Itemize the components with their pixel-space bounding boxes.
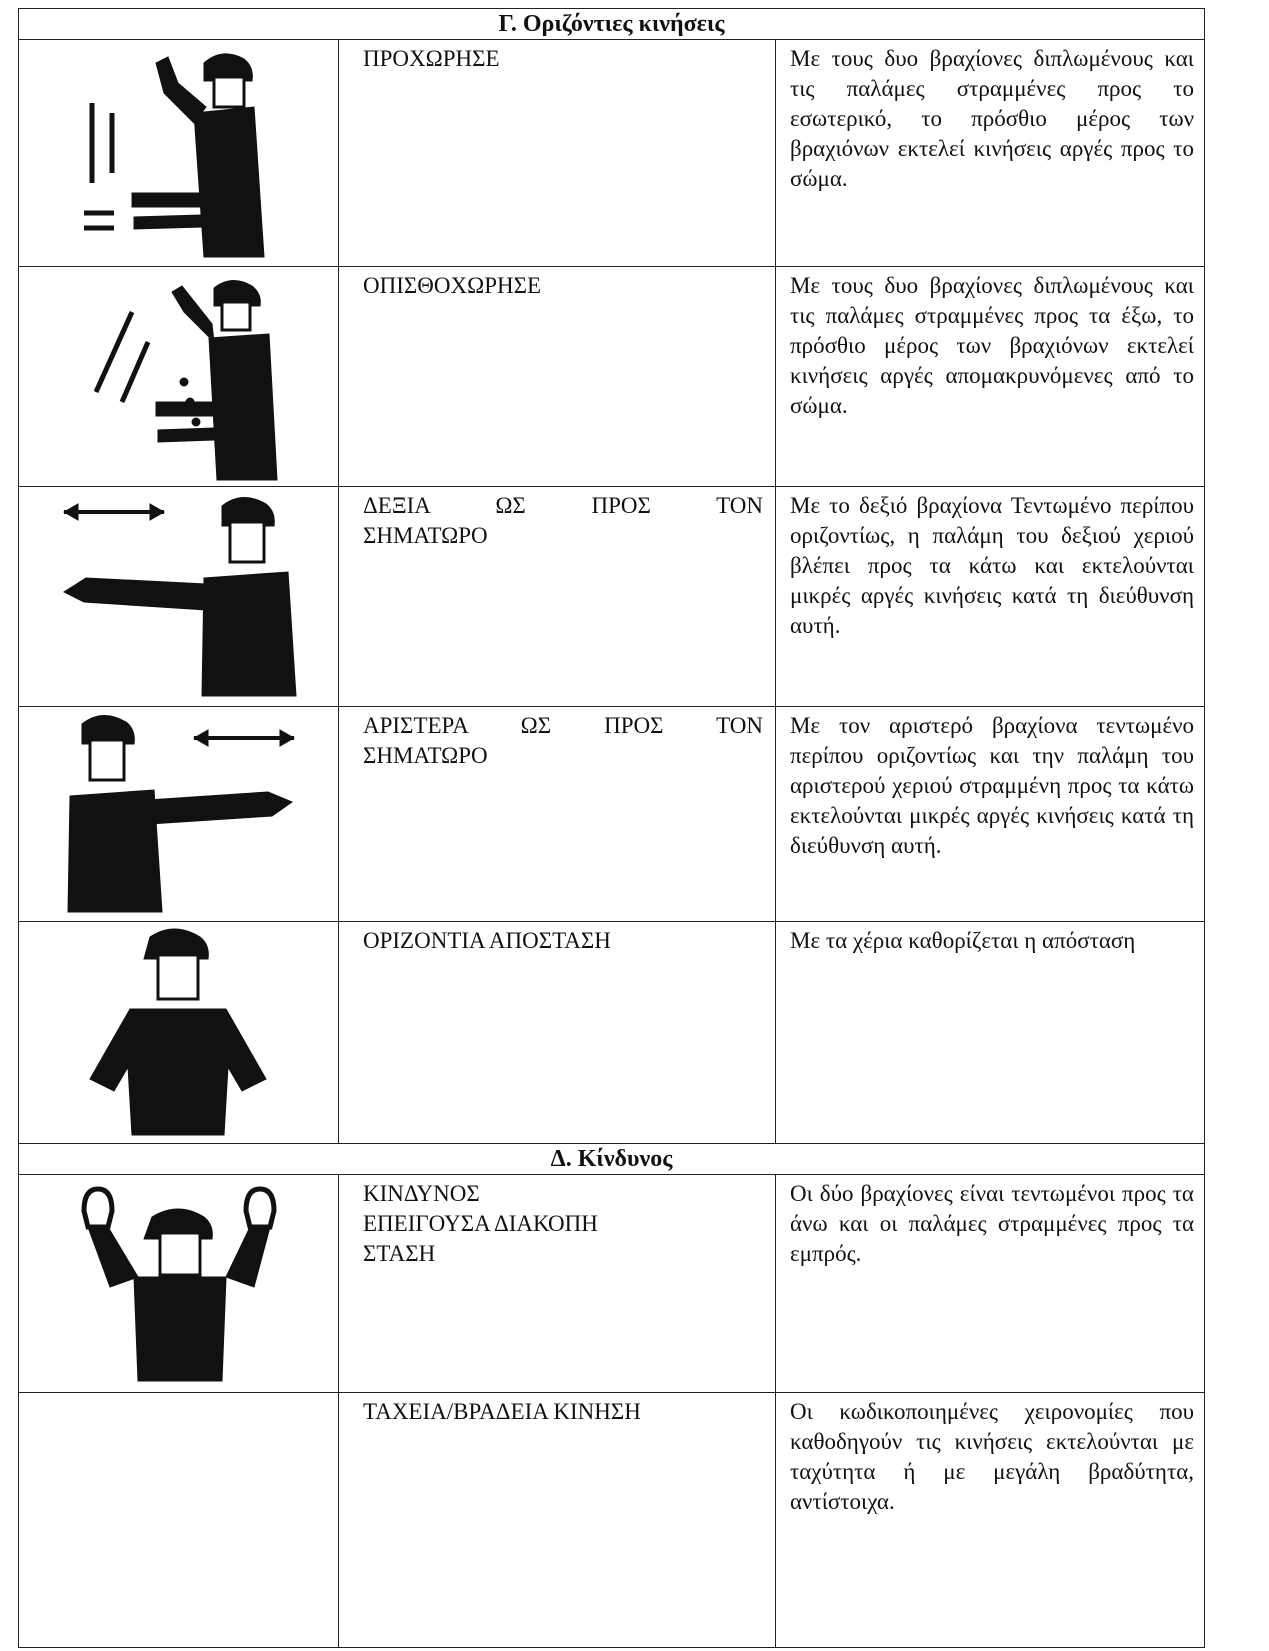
hand-signals-table [18, 8, 1205, 1648]
section-title: Δ. Κίνδυνος [19, 1144, 1205, 1175]
signal-name: ΠΡΟΧΩΡΗΣΕ [339, 40, 776, 267]
signaller-danger-icon [64, 1181, 294, 1386]
signal-description: Με το δεξιό βραχίονα Τεντωμένο περίπου οριζοντίως, η παλάμη του δεξιού χεριού βλέπει προς τα κάτω και εκτελούνται μικρές αργές κινήσεις κατά τη διεύθυνση αυτή. [776, 487, 1205, 707]
signal-image-cell [19, 40, 339, 267]
signal-name: ΟΠΙΣΘΟΧΩΡΗΣΕ [339, 267, 776, 487]
signal-row [19, 40, 1205, 267]
signal-name: ΔΕΞΙΑ ΩΣ ΠΡΟΣ ΤΟΝ ΣΗΜΑΤΩΡΟ [339, 487, 776, 707]
signal-name: ΟΡΙΖΟΝΤΙΑ ΑΠΟΣΤΑΣΗ [339, 922, 776, 1144]
signal-row [19, 1175, 1205, 1393]
signal-description: Με τα χέρια καθορίζεται η απόσταση [776, 922, 1205, 1144]
signal-description: Οι κωδικοποιημένες χειρονομίες που καθοδηγούν τις κινήσεις εκτελούνται με ταχύτητα ή με μεγάλη βραδύτητα, αντίστοιχα. [776, 1393, 1205, 1648]
signal-image-cell [19, 1175, 339, 1393]
signal-description: Με τον αριστερό βραχίονα τεντωμένο περίπου οριζοντίως και την παλάμη του αριστερού χεριού στραμμένη προς τα κάτω εκτελούνται μικρές αργές κινήσεις κατά τη διεύθυνση αυτή. [776, 707, 1205, 922]
signal-description: Οι δύο βραχίονες είναι τεντωμένοι προς τα άνω και οι παλάμες στραμμένες προς τα εμπρός. [776, 1175, 1205, 1393]
signaller-left-icon [44, 712, 314, 917]
signal-description: Με τους δυο βραχίονες διπλωμένους και τις παλάμες στραμμένες προς τα έξω, το πρόσθιο μέρος των βραχιόνων εκτελεί κινήσεις αργές απομακρυνόμενες από το σώμα. [776, 267, 1205, 487]
signal-row [19, 707, 1205, 922]
signaller-right-icon [44, 492, 314, 702]
signaller-advance-icon [64, 43, 294, 263]
signal-row [19, 487, 1205, 707]
signal-description: Με τους δυο βραχίονες διπλωμένους και τις παλάμες στραμμένες προς το εσωτερικό, το πρόσθιο μέρος των βραχιόνων εκτελεί κινήσεις αργές προς το σώμα. [776, 40, 1205, 267]
section-header-danger [19, 1144, 1205, 1175]
section-title: Γ. Οριζόντιες κινήσεις [19, 9, 1205, 40]
signal-image-cell [19, 707, 339, 922]
signaller-retreat-icon [64, 272, 294, 482]
signal-name: ΤΑΧΕΙΑ/ΒΡΑΔΕΙΑ ΚΙΝΗΣΗ [339, 1393, 776, 1648]
signal-row [19, 922, 1205, 1144]
signal-image-cell [19, 267, 339, 487]
signal-image-cell [19, 922, 339, 1144]
signal-image-cell [19, 487, 339, 707]
signal-name: ΑΡΙΣΤΕΡΑ ΩΣ ΠΡΟΣ ΤΟΝ ΣΗΜΑΤΩΡΟ [339, 707, 776, 922]
signal-name: ΚΙΝΔΥΝΟΣ ΕΠΕΙΓΟΥΣΑ ΔΙΑΚΟΠΗ ΣΤΑΣΗ [339, 1175, 776, 1393]
signal-image-cell [19, 1393, 339, 1648]
signaller-distance-icon [64, 925, 294, 1140]
section-header-horizontal [19, 9, 1205, 40]
signal-row [19, 267, 1205, 487]
signal-row [19, 1393, 1205, 1648]
